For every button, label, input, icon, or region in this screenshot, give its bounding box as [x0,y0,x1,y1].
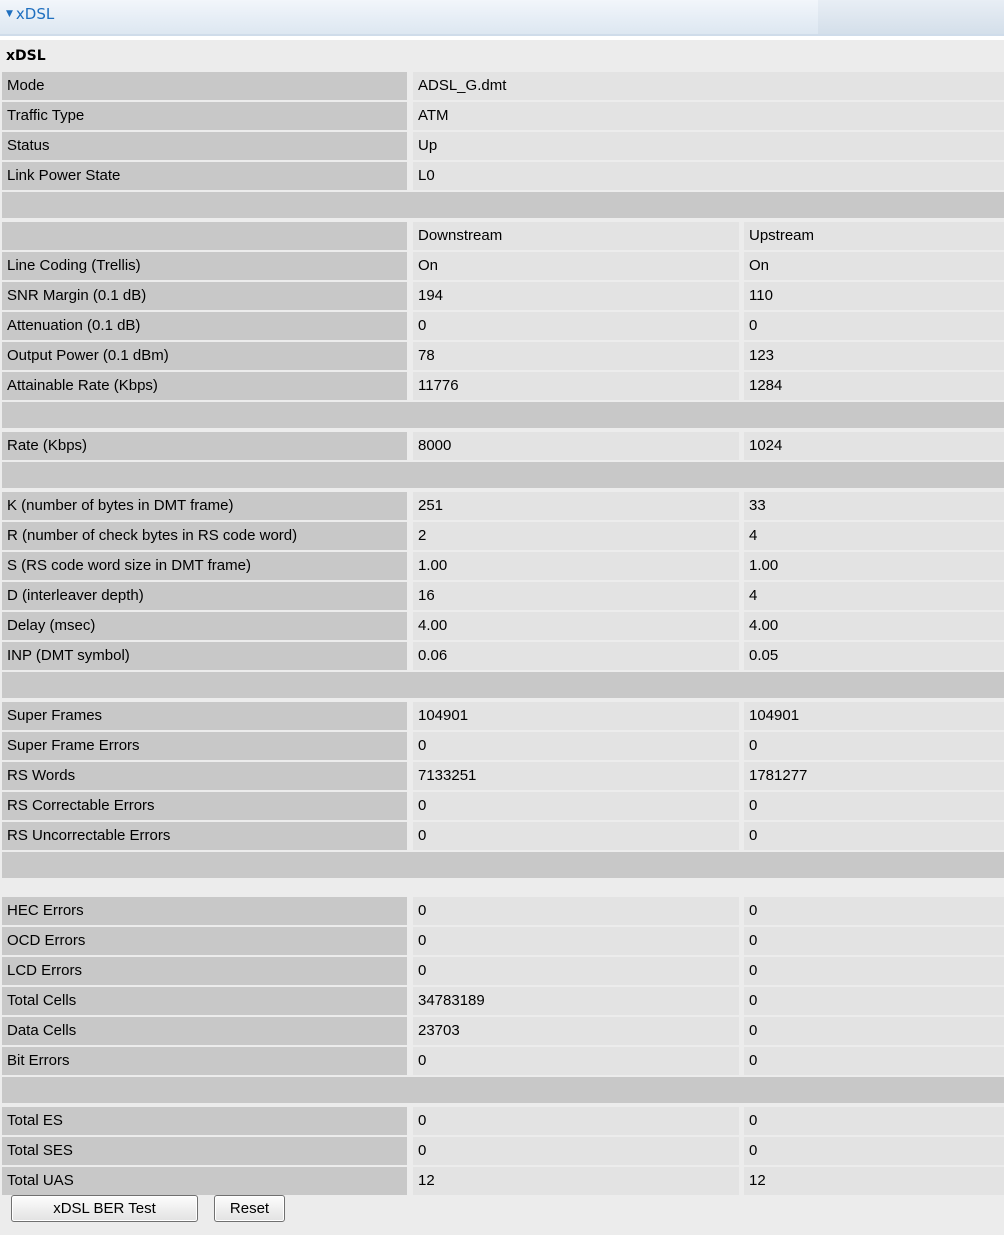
row-label: D (interleaver depth) [2,582,407,610]
upstream-value: 0 [744,957,1004,985]
header-right-tab [818,0,1004,34]
column-header-row [0,222,1004,252]
table-row [0,732,1004,762]
row-value: Up [413,132,1004,160]
downstream-value: 0 [413,822,739,850]
row-label: Line Coding (Trellis) [2,252,407,280]
table-row [0,252,1004,282]
table-separator [2,672,1004,698]
downstream-value: 0.06 [413,642,739,670]
upstream-value: 0 [744,312,1004,340]
table-row [0,897,1004,927]
row-label: Traffic Type [2,102,407,130]
downstream-value: 1.00 [413,552,739,580]
table-row [0,162,1004,192]
table-row [0,492,1004,522]
downstream-value: 0 [413,927,739,955]
table-row [0,312,1004,342]
row-value: ADSL_G.dmt [413,72,1004,100]
downstream-value: 12 [413,1167,739,1195]
downstream-value: 0 [413,1047,739,1075]
table-row [0,102,1004,132]
downstream-value: 104901 [413,702,739,730]
downstream-value: 16 [413,582,739,610]
table-row [0,582,1004,612]
row-label: Status [2,132,407,160]
downstream-value: 8000 [413,432,739,460]
row-label: Attenuation (0.1 dB) [2,312,407,340]
row-label: Mode [2,72,407,100]
table-separator [2,852,1004,878]
upstream-value: 0 [744,1047,1004,1075]
upstream-value: 123 [744,342,1004,370]
row-value: L0 [413,162,1004,190]
table-row [0,762,1004,792]
table-row [0,702,1004,732]
row-label: R (number of check bytes in RS code word) [2,522,407,550]
panel-title: xDSL [15,5,55,23]
table-row [0,372,1004,402]
table-row [0,282,1004,312]
row-label: Link Power State [2,162,407,190]
downstream-value: 34783189 [413,987,739,1015]
upstream-value: 110 [744,282,1004,310]
downstream-value: 7133251 [413,762,739,790]
table-row [0,552,1004,582]
upstream-value: 4 [744,522,1004,550]
row-label: RS Correctable Errors [2,792,407,820]
row-label: Attainable Rate (Kbps) [2,372,407,400]
row-label: Total ES [2,1107,407,1135]
button-bar [0,1191,1004,1235]
upstream-value: 0 [744,987,1004,1015]
downstream-value: 194 [413,282,739,310]
downstream-header: Downstream [413,222,739,250]
row-label: LCD Errors [2,957,407,985]
upstream-value: 12 [744,1167,1004,1195]
row-label: RS Words [2,762,407,790]
row-label: SNR Margin (0.1 dB) [2,282,407,310]
table-separator [2,462,1004,488]
upstream-value: 0 [744,792,1004,820]
collapse-triangle-icon: ▼ [6,9,13,19]
section-title: xDSL [6,48,46,64]
row-label: Data Cells [2,1017,407,1045]
row-label: S (RS code word size in DMT frame) [2,552,407,580]
row-label: K (number of bytes in DMT frame) [2,492,407,520]
upstream-value: 0 [744,822,1004,850]
row-value: ATM [413,102,1004,130]
table-row [0,927,1004,957]
upstream-value: 33 [744,492,1004,520]
table-row [0,612,1004,642]
downstream-value: 0 [413,957,739,985]
row-label: Rate (Kbps) [2,432,407,460]
downstream-value: 0 [413,897,739,925]
table-row [0,957,1004,987]
xdsl-ber-test-button[interactable]: xDSL BER Test [11,1195,198,1222]
downstream-value: 78 [413,342,739,370]
table-separator [2,192,1004,218]
upstream-value: 1.00 [744,552,1004,580]
upstream-value: 4.00 [744,612,1004,640]
downstream-value: 0 [413,732,739,760]
row-label: Bit Errors [2,1047,407,1075]
upstream-value: 0.05 [744,642,1004,670]
table-row [0,342,1004,372]
header-empty-cell [2,222,407,250]
upstream-value: 0 [744,1107,1004,1135]
downstream-value: 251 [413,492,739,520]
downstream-value: 0 [413,1137,739,1165]
downstream-value: 2 [413,522,739,550]
table-row [0,1107,1004,1137]
xdsl-status-panel [0,40,1004,1235]
row-label: HEC Errors [2,897,407,925]
row-label: Total Cells [2,987,407,1015]
panel-header [0,0,1004,36]
row-label: OCD Errors [2,927,407,955]
table-row [0,522,1004,552]
downstream-value: 11776 [413,372,739,400]
upstream-value: 0 [744,897,1004,925]
row-label: Output Power (0.1 dBm) [2,342,407,370]
table-row [0,1017,1004,1047]
table-row [0,132,1004,162]
table-row [0,432,1004,462]
row-label: Super Frame Errors [2,732,407,760]
table-row [0,72,1004,102]
reset-button[interactable]: Reset [214,1195,285,1222]
downstream-value: On [413,252,739,280]
table-row [0,822,1004,852]
upstream-header: Upstream [744,222,1004,250]
upstream-value: 4 [744,582,1004,610]
upstream-value: 0 [744,1017,1004,1045]
row-label: INP (DMT symbol) [2,642,407,670]
table-row [0,987,1004,1017]
downstream-value: 0 [413,792,739,820]
table-row [0,642,1004,672]
upstream-value: 1284 [744,372,1004,400]
row-label: Delay (msec) [2,612,407,640]
upstream-value: On [744,252,1004,280]
downstream-value: 0 [413,312,739,340]
downstream-value: 23703 [413,1017,739,1045]
table-row [0,1137,1004,1167]
panel-toggle[interactable] [6,5,54,23]
row-label: Super Frames [2,702,407,730]
table-separator [2,1077,1004,1103]
table-separator [2,402,1004,428]
table-row [0,1047,1004,1077]
upstream-value: 0 [744,1137,1004,1165]
table-row [0,792,1004,822]
downstream-value: 4.00 [413,612,739,640]
upstream-value: 104901 [744,702,1004,730]
row-label: Total UAS [2,1167,407,1195]
upstream-value: 1024 [744,432,1004,460]
upstream-value: 0 [744,927,1004,955]
upstream-value: 1781277 [744,762,1004,790]
upstream-value: 0 [744,732,1004,760]
row-label: Total SES [2,1137,407,1165]
downstream-value: 0 [413,1107,739,1135]
row-label: RS Uncorrectable Errors [2,822,407,850]
